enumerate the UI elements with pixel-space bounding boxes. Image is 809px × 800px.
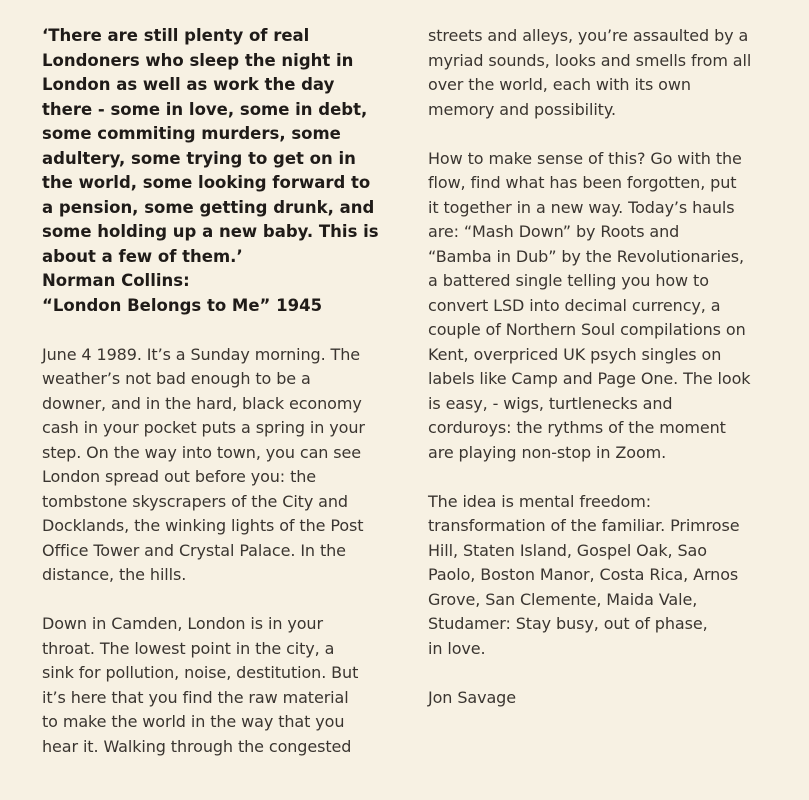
signature	[428, 686, 800, 711]
paragraph-camden	[42, 612, 402, 759]
text-line: streets and alleys, you’re assaulted by a	[428, 26, 749, 45]
text-line: myriad sounds, looks and smells from all	[428, 50, 752, 70]
text-line: How to make sense of this? Go with the	[428, 148, 742, 168]
text-line: are: “Mash Down” by Roots and	[428, 222, 680, 241]
text-line: Hill, Staten Island, Gospel Oak, Sao	[428, 540, 707, 560]
quote-line: London as well as work the day	[42, 75, 335, 94]
text-line: transformation of the familiar. Primrose	[428, 516, 740, 535]
paragraph-streets	[428, 24, 800, 122]
text-line: Docklands, the winking lights of the Post	[42, 516, 364, 535]
text-line: “Bamba in Dub” by the Revolutionaries,	[428, 246, 744, 266]
text-line: cash in your pocket puts a spring in your	[42, 418, 365, 437]
quote-author: Norman Collins:	[42, 271, 190, 290]
text-line: corduroys: the rythms of the moment	[428, 418, 726, 437]
text-line: flow, find what has been forgotten, put	[428, 173, 737, 192]
quote-source: “London Belongs to Me” 1945	[42, 295, 323, 315]
text-line: couple of Northern Soul compilations on	[428, 320, 746, 339]
quote-line: adultery, some trying to get on in	[42, 148, 356, 168]
text-line: The idea is mental freedom:	[428, 491, 651, 511]
text-line: sink for pollution, noise, destitution. But	[42, 663, 359, 682]
text-line: over the world, each with its own	[428, 75, 691, 94]
right-column	[428, 24, 800, 710]
text-line: Grove, San Clemente, Maida Vale,	[428, 589, 698, 609]
epigraph-quote	[42, 24, 402, 318]
paragraph-june-4	[42, 343, 402, 588]
text-line: convert LSD into decimal currency, a	[428, 295, 721, 315]
text-line: step. On the way into town, you can see	[42, 442, 362, 462]
text-line: are playing non-stop in Zoom.	[428, 442, 667, 462]
quote-line: ‘There are still plenty of real	[42, 26, 310, 45]
text-line: throat. The lowest point in the city, a	[42, 638, 335, 658]
text-line: tombstone skyscrapers of the City and	[42, 491, 348, 511]
text-line: Paolo, Boston Manor, Costa Rica, Arnos	[428, 565, 739, 584]
quote-line: there - some in love, some in debt,	[42, 99, 368, 119]
left-column	[42, 24, 402, 759]
quote-line: a pension, some getting drunk, and	[42, 197, 375, 217]
author-signature: Jon Savage	[428, 687, 516, 707]
quote-line: the world, some looking forward to	[42, 173, 371, 192]
quote-line: some commiting murders, some	[42, 124, 341, 143]
text-line: to make the world in the way that you	[42, 712, 345, 731]
text-line: distance, the hills.	[42, 565, 187, 584]
text-line: memory and possibility.	[428, 99, 616, 119]
text-line: it together in a new way. Today’s hauls	[428, 197, 735, 217]
text-line: June 4 1989. It’s a Sunday morning. The	[42, 344, 361, 364]
paragraph-hauls	[428, 147, 800, 466]
quote-line: about a few of them.’	[42, 246, 243, 266]
quote-line: Londoners who sleep the night in	[42, 50, 354, 70]
text-line: London spread out before you: the	[42, 467, 317, 486]
text-line: it’s here that you find the raw material	[42, 687, 349, 707]
text-line: Studamer: Stay busy, out of phase,	[428, 614, 708, 633]
text-line: Kent, overpriced UK psych singles on	[428, 344, 722, 364]
text-line: downer, and in the hard, black economy	[42, 393, 362, 413]
text-line: Office Tower and Crystal Palace. In the	[42, 540, 346, 560]
paragraph-mental-freedom	[428, 490, 800, 662]
text-line: a battered single telling you how to	[428, 271, 709, 290]
text-line: hear it. Walking through the congested	[42, 736, 352, 756]
text-line: weather’s not bad enough to be a	[42, 369, 311, 388]
text-line: labels like Camp and Page One. The look	[428, 369, 751, 388]
text-line: Down in Camden, London is in your	[42, 614, 323, 633]
text-line: in love.	[428, 638, 486, 658]
text-line: is easy, - wigs, turtlenecks and	[428, 393, 673, 413]
quote-line: some holding up a new baby. This is	[42, 222, 379, 241]
